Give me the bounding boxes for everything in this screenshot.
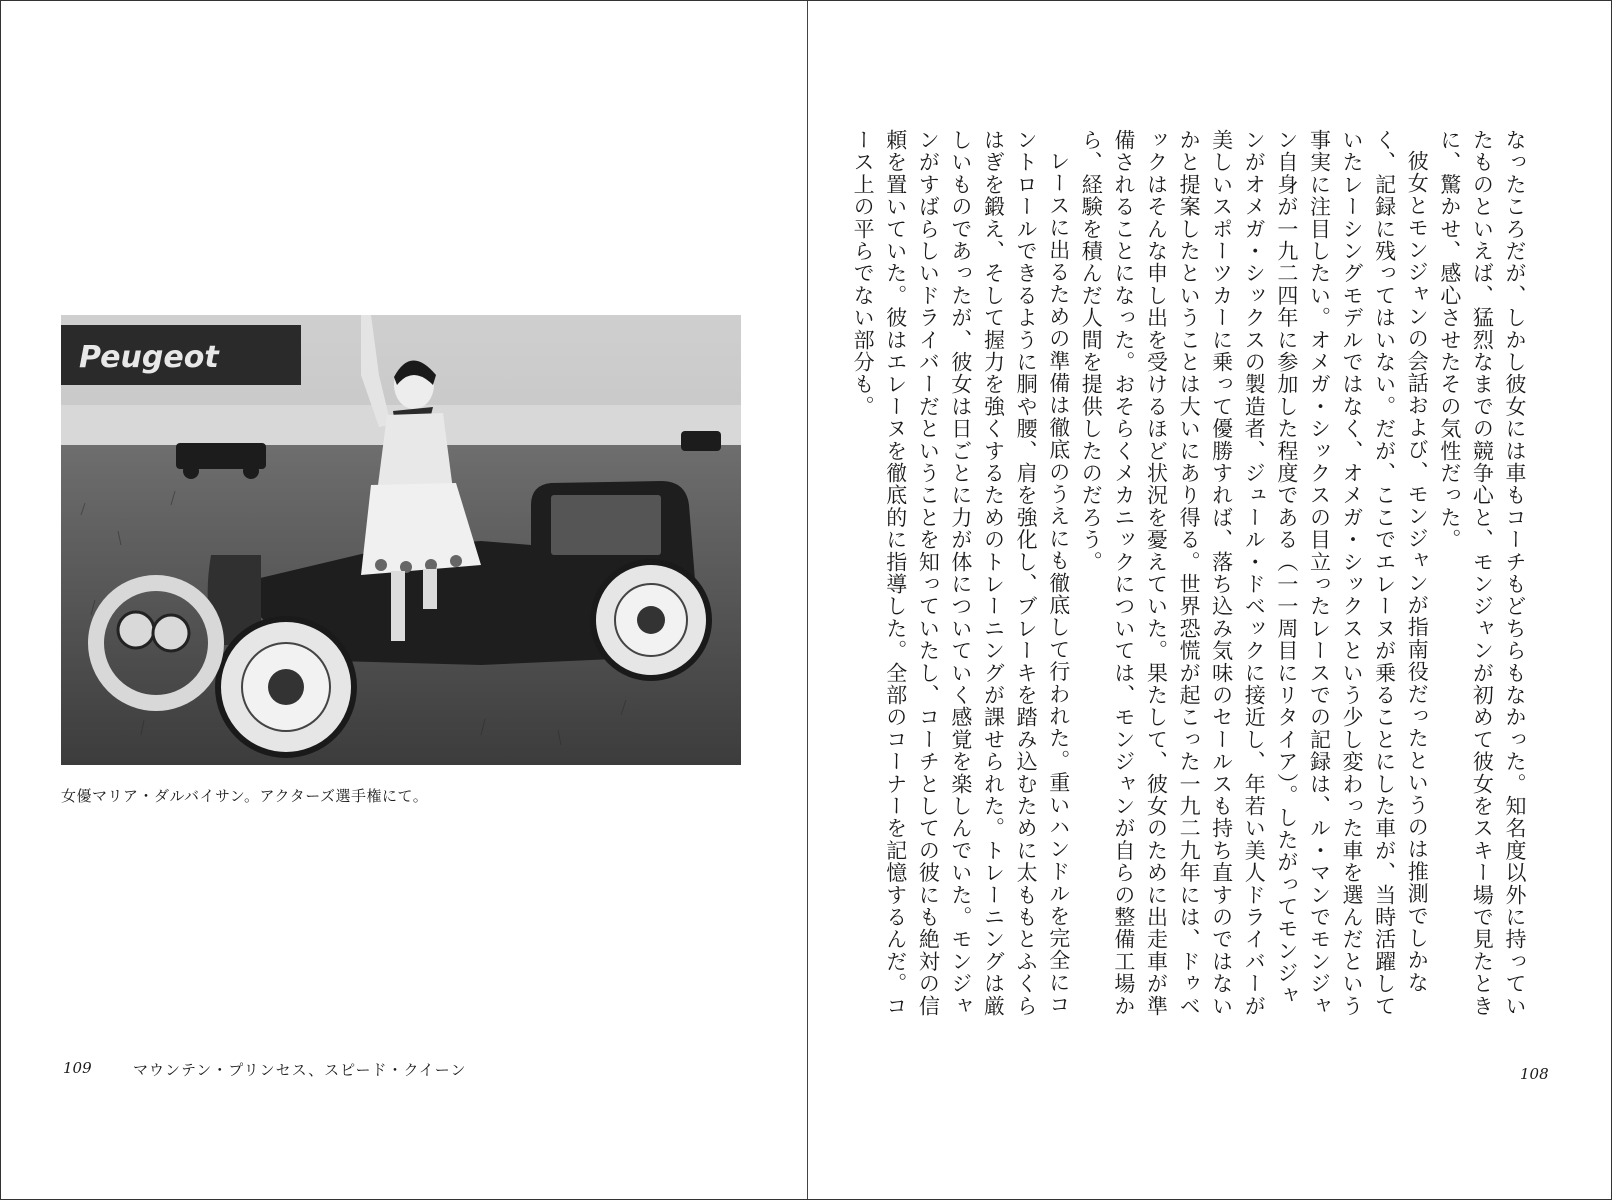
page-number: 109 (63, 1059, 92, 1077)
left-page (1, 1, 807, 1199)
right-page (808, 1, 1611, 1199)
banner-text: Peugeot (79, 340, 219, 375)
photo-caption: 女優マリア・ダルバイサン。アクターズ選手権にて。 (61, 787, 429, 805)
paragraph: なったころだが、しかし彼女には車もコーチもどちらもなかった。知名度以外に持っていたものといえば、猛烈なまでの競争心と、モンジャンが初めて彼女をスキー場で見たときに、驚かせ、感心させたその気性だった。 (1437, 129, 1527, 1017)
archival-photo (61, 315, 741, 765)
body-text (851, 129, 1531, 1025)
page-number: 108 (1520, 1065, 1549, 1083)
paragraph: レースに出るための準備は徹底のうえにも徹底して行われた。重いハンドルを完全にコントロールできるように胴や腰、肩を強化し、ブレーキを踏み込むために太ももとふくらはぎを鍛え、そして握力を強くするためのトレーニングが課せられた。トレーニングは厳しいものであったが、彼女は日ごとに力が体についていく感覚を楽しんでいた。モンジャンがすばらしいドライバーだということを知っていたし、コーチとしての彼にも絶対の信頼を置いていた。彼はエレーヌを徹底的に指導した。全部のコーナーを記憶するんだ。コース上の平らでない部分も。 (851, 129, 1071, 1017)
paragraph: 彼女とモンジャンの会話および、モンジャンが指南役だったというのは推測でしかなく、記録に残ってはいない。だが、ここでエレーヌが乗ることにした車が、当時活躍していたレーシングモデルではなく、オメガ・シックスという少し変わった車を選んだという事実に注目したい。オメガ・シックスの目立ったレースでの記録は、ル・マンでモンジャン自身が一九二四年に参加した程度である（一一周目にリタイア）。したがってモンジャンがオメガ・シックスの製造者、ジュール・ドベックに接近し、年若い美人ドライバーが美しいスポーツカーに乗って優勝すれば、落ち込み気味のセールスも持ち直すのではないかと提案したということは大いにあり得る。世界恐慌が起こった一九二九年には、ドゥベックはそんな申し出を受けるほど状況を憂えていた。果たして、彼女のために出走車が準備されることになった。おそらくメカニックについては、モンジャンが自らの整備工場から、経験を積んだ人間を提供したのだろう。 (1079, 129, 1430, 1017)
running-head: マウンテン・プリンセス、スピード・クイーン (133, 1061, 467, 1079)
